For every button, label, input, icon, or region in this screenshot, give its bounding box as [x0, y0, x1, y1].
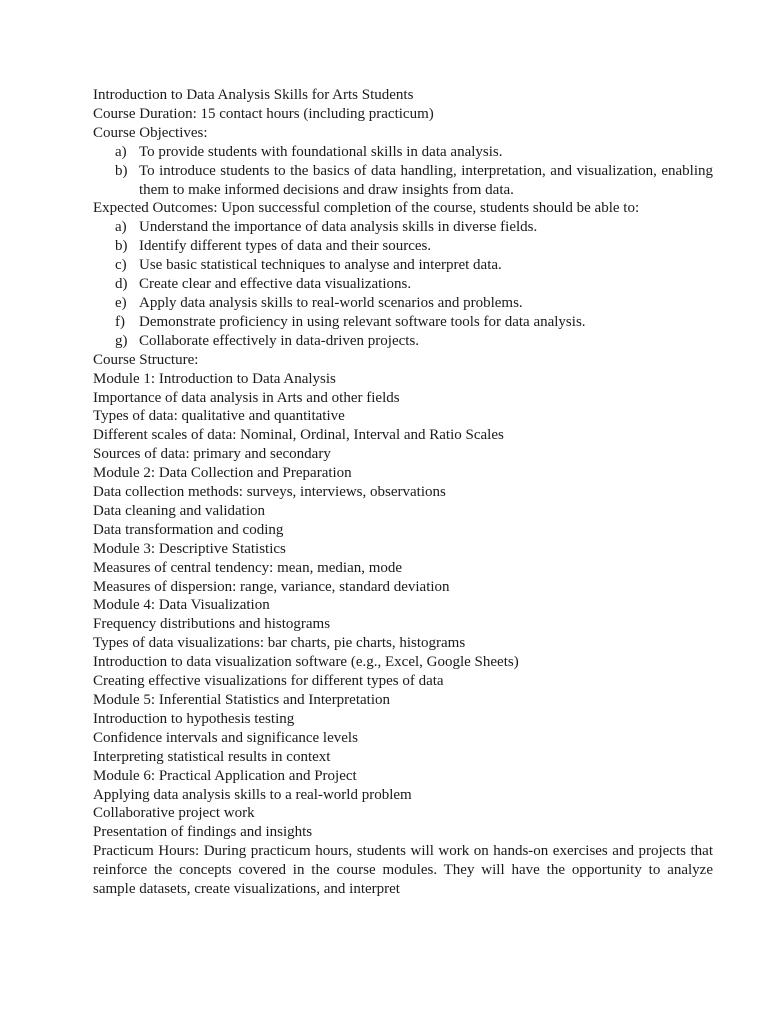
list-text: Use basic statistical techniques to analyse and interpret data.	[139, 257, 502, 274]
list-text: Understand the importance of data analysis skills in diverse fields.	[139, 219, 538, 236]
module-topic: Confidence intervals and significance levels	[93, 729, 358, 746]
outcomes-list	[93, 218, 713, 350]
module-title: Module 6: Practical Application and Project	[93, 767, 357, 784]
outcome-item	[93, 313, 713, 332]
module-topic: Interpreting statistical results in context	[93, 748, 331, 765]
module-topic: Measures of central tendency: mean, median, mode	[93, 559, 403, 576]
module-topic: Collaborative project work	[93, 805, 255, 822]
objective-item	[93, 143, 713, 162]
list-text: Identify different types of data and their sources.	[139, 238, 432, 255]
list-text: Collaborate effectively in data-driven projects.	[139, 332, 420, 349]
modules-section	[93, 370, 713, 843]
module-topic: Applying data analysis skills to a real-world problem	[93, 786, 412, 803]
list-label: d)	[115, 276, 128, 293]
list-label: a)	[115, 219, 127, 236]
module-topic: Frequency distributions and histograms	[93, 616, 331, 633]
objective-item	[93, 162, 713, 200]
module-topic: Data cleaning and validation	[93, 502, 266, 519]
list-label: b)	[115, 162, 128, 179]
module-topic: Measures of dispersion: range, variance, standard deviation	[93, 578, 450, 595]
list-text: Apply data analysis skills to real-world scenarios and problems.	[139, 294, 523, 311]
module-title: Module 2: Data Collection and Preparation	[93, 465, 352, 482]
module-title: Module 4: Data Visualization	[93, 597, 270, 614]
outcome-item	[93, 256, 713, 275]
list-label: f)	[115, 313, 125, 330]
module-topic: Sources of data: primary and secondary	[93, 446, 331, 463]
module-topic: Data transformation and coding	[93, 521, 284, 538]
objectives-heading: Course Objectives:	[93, 124, 208, 141]
module-title: Module 1: Introduction to Data Analysis	[93, 370, 336, 387]
list-label: c)	[115, 257, 127, 274]
outcome-item	[93, 218, 713, 237]
course-duration: Course Duration: 15 contact hours (including practicum)	[93, 105, 434, 122]
list-text: To provide students with foundational skills in data analysis.	[139, 143, 503, 160]
list-text: Create clear and effective data visualizations.	[139, 276, 412, 293]
document-page	[93, 86, 713, 899]
outcomes-intro: Expected Outcomes: Upon successful completion of the course, students should be able to:	[93, 200, 640, 217]
module-topic: Creating effective visualizations for different types of data	[93, 673, 444, 690]
list-label: a)	[115, 143, 127, 160]
module-topic: Types of data: qualitative and quantitative	[93, 408, 345, 425]
practicum-paragraph: Practicum Hours: During practicum hours, students will work on hands-on exercises and projects that reinforce the concepts covered in the course modules. They will have the opportunity to analyze sample datasets, create visualizations, and interpret	[93, 843, 713, 898]
module-topic: Importance of data analysis in Arts and other fields	[93, 389, 400, 406]
module-topic: Introduction to hypothesis testing	[93, 710, 295, 727]
structure-heading: Course Structure:	[93, 351, 199, 368]
module-topic: Types of data visualizations: bar charts, pie charts, histograms	[93, 635, 466, 652]
list-text: Demonstrate proficiency in using relevant software tools for data analysis.	[139, 313, 586, 330]
objectives-list	[93, 143, 713, 200]
outcome-item	[93, 332, 713, 351]
list-label: e)	[115, 294, 127, 311]
module-topic: Introduction to data visualization software (e.g., Excel, Google Sheets)	[93, 654, 519, 671]
outcome-item	[93, 275, 713, 294]
module-title: Module 3: Descriptive Statistics	[93, 540, 286, 557]
list-label: g)	[115, 332, 128, 349]
list-label: b)	[115, 238, 128, 255]
outcome-item	[93, 237, 713, 256]
outcome-item	[93, 294, 713, 313]
course-title: Introduction to Data Analysis Skills for Arts Students	[93, 87, 414, 103]
module-title: Module 5: Inferential Statistics and Interpretation	[93, 692, 390, 708]
module-topic: Different scales of data: Nominal, Ordinal, Interval and Ratio Scales	[93, 427, 504, 444]
list-text: To introduce students to the basics of data handling, interpretation, and visualization, enabling them to make informed decisions and draw insights from data.	[139, 162, 713, 198]
module-topic: Presentation of findings and insights	[93, 824, 313, 841]
module-topic: Data collection methods: surveys, interviews, observations	[93, 484, 446, 501]
